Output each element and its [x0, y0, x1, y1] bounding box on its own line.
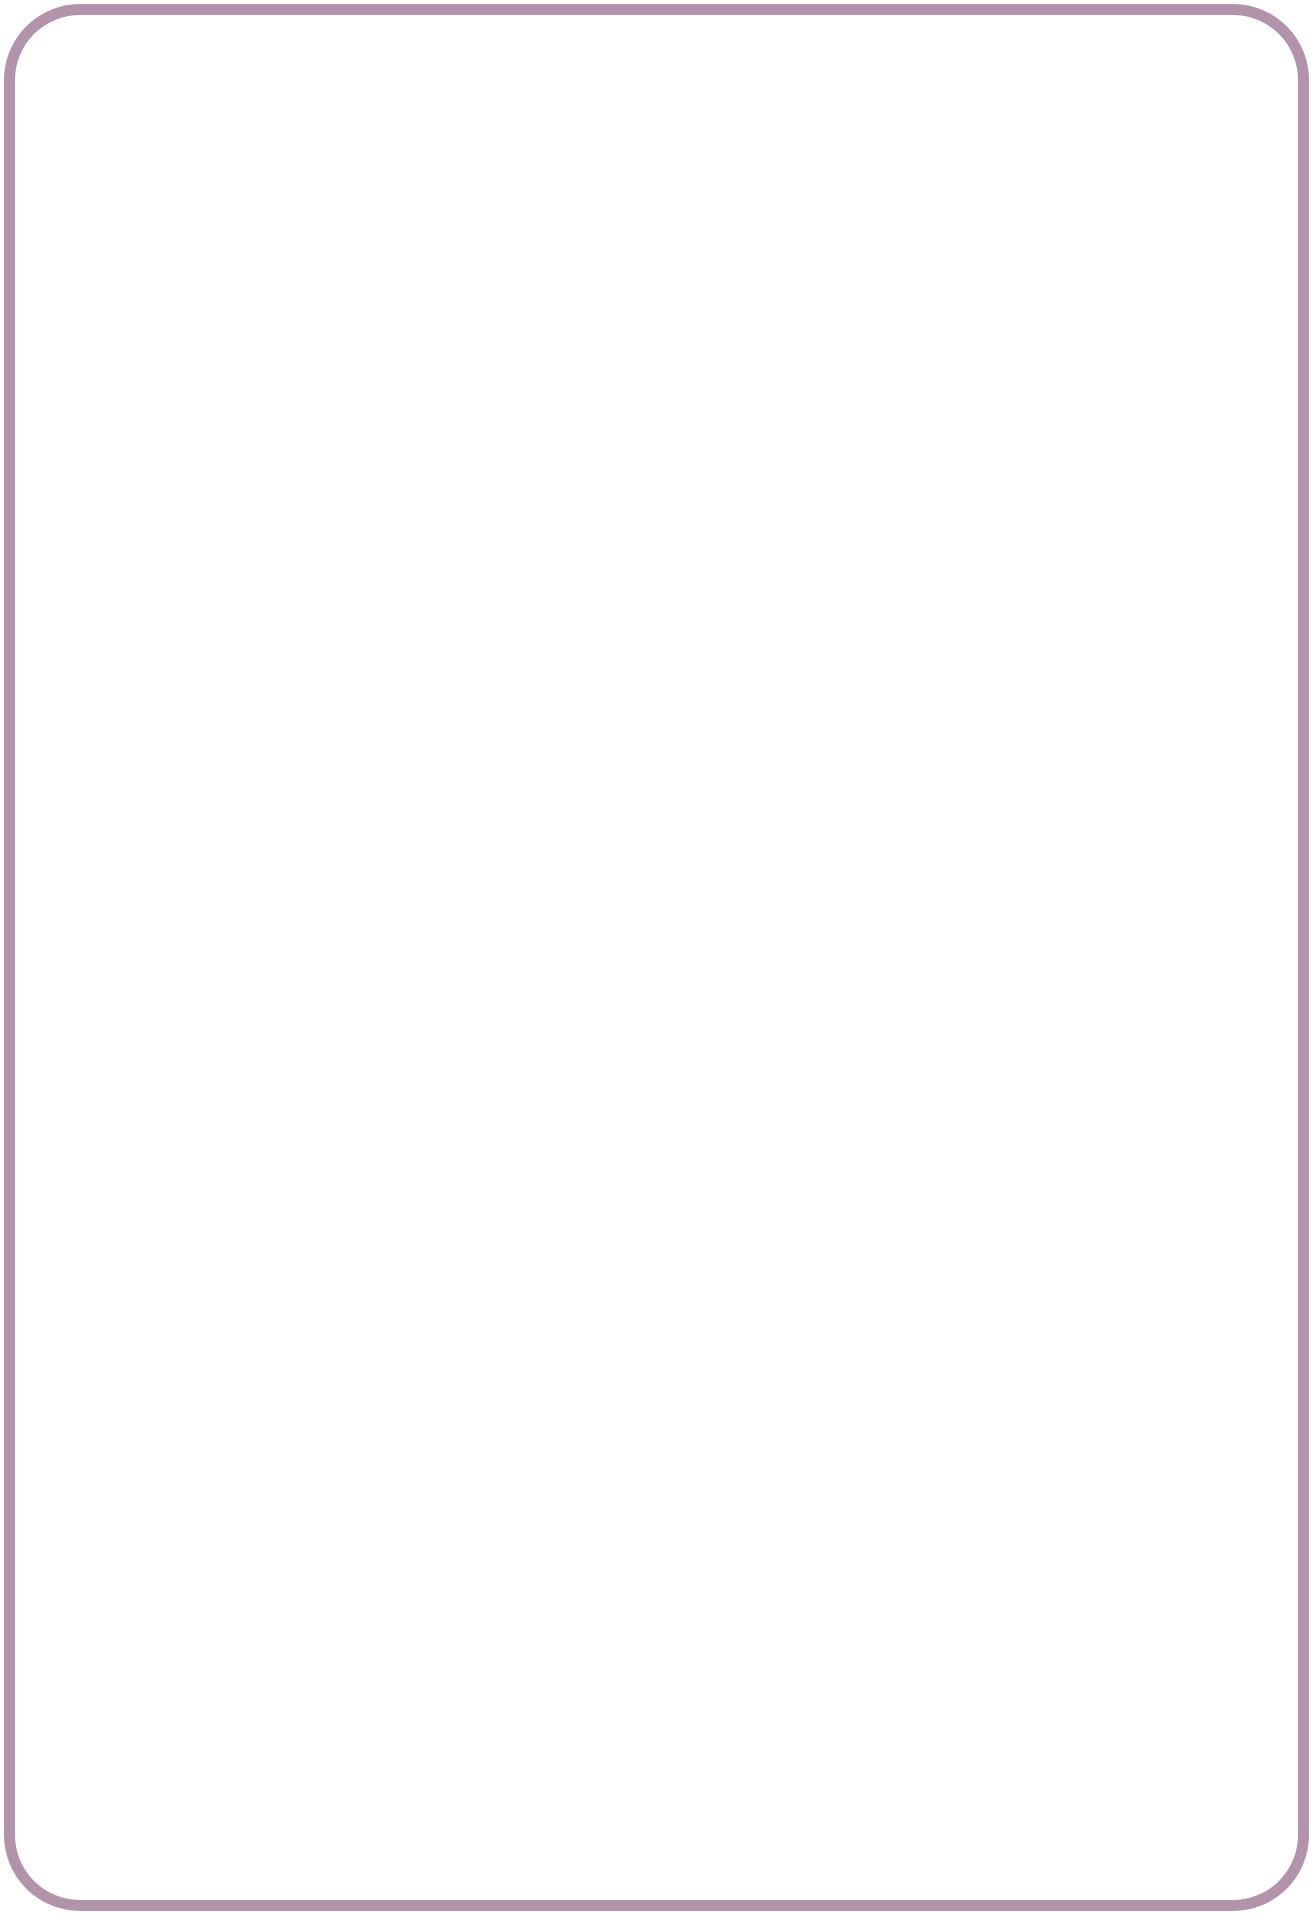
blank-content-area	[15, 15, 1298, 1900]
rounded-frame	[4, 4, 1309, 1911]
